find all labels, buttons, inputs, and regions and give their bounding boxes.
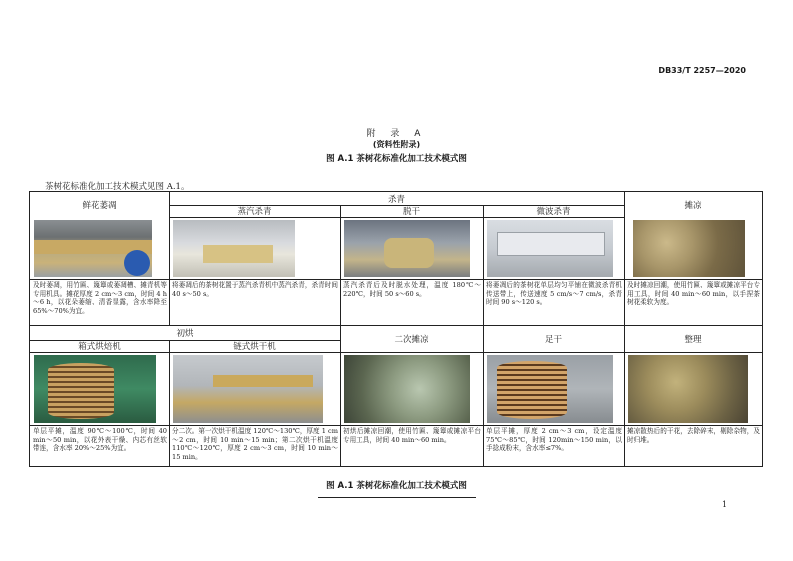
divider xyxy=(30,425,762,426)
desc-spread-cooling: 及时摊凉回潮，使用竹匾、篾簟或摊凉平台专用工具，时间 40 min～60 min，以手捏茶树花柔软为度。 xyxy=(627,281,760,307)
photo-chain-dryer xyxy=(173,355,323,423)
desc-box-dryer: 单层平摊，温度 90℃～100℃，时间 40 min～50 min，以花外表干燥、内芯有丝软带连，含水率 20%～25%为宜。 xyxy=(33,427,167,453)
appendix-type: (资料性附录) xyxy=(372,140,421,149)
intro-text: 茶树花标准化加工技术模式见图 A.1。 xyxy=(45,182,190,192)
photo-sorting xyxy=(628,355,748,423)
photo-dewater xyxy=(344,220,470,277)
photo-spread-cooling xyxy=(633,220,745,277)
appendix-label: 附 录 A xyxy=(366,129,427,139)
header-kill-group: 杀青 xyxy=(387,194,405,205)
photo-withering xyxy=(34,220,152,277)
desc-second-cooling: 初烘后摊凉回潮，使用竹匾、篾簟或摊凉平台专用工具，时间 40 min～60 min。 xyxy=(343,427,481,444)
process-table xyxy=(29,191,763,467)
header-micro-kill: 微波杀青 xyxy=(536,207,571,217)
photo-steam-kill xyxy=(173,220,295,277)
photo-box-dryer xyxy=(34,355,156,423)
header-full-dry: 足干 xyxy=(544,334,562,345)
divider xyxy=(169,340,170,466)
header-sort: 整理 xyxy=(684,334,702,345)
page-number: 1 xyxy=(722,500,728,509)
header-wither: 鲜花萎凋 xyxy=(82,200,117,211)
header-first-dry: 初烘 xyxy=(176,328,194,339)
header-spread-cool: 摊凉 xyxy=(684,200,702,211)
divider xyxy=(30,279,762,280)
figure-caption: 图 A.1 茶树花标准化加工技术模式图 xyxy=(326,481,467,491)
photo-second-cooling xyxy=(344,355,470,423)
desc-full-dry: 单层平摊，厚度 2 cm～3 cm，设定温度 75℃～85℃，时间 120min～150 min，以手捻成粉末，含水率≤7%。 xyxy=(486,427,622,453)
desc-chain-dryer: 分二次。第一次烘干机温度 120℃～130℃，厚度 1 cm～2 cm，时间 10 min～15 min；第二次烘干机温度 110℃～120℃，厚度 2 cm～3 cm，时间 10 min～15 min。 xyxy=(172,427,338,461)
figure-title: 图 A.1 茶树花标准化加工技术模式图 xyxy=(326,154,467,164)
desc-sorting: 摊凉散热后的干花，去除碎末，剔除杂物，及时归堆。 xyxy=(627,427,760,444)
divider xyxy=(30,352,762,353)
divider xyxy=(169,217,624,218)
header-box-dryer: 箱式烘焙机 xyxy=(78,342,121,352)
divider xyxy=(318,497,476,498)
photo-microwave-kill xyxy=(487,220,613,277)
header-dewater: 脱干 xyxy=(402,207,420,217)
desc-steam-kill: 将萎凋后的茶树花置于蒸汽杀青机中蒸汽杀青，杀青时间 40 s～50 s。 xyxy=(172,281,338,298)
desc-withering: 及时萎凋，用竹匾、篾簟或萎凋槽、摊青机等专用机具。摊花厚度 2 cm～3 cm，时间 4 h～6 h，以花朵萎缩、清香显露，含水率降至 65%～70%为宜。 xyxy=(33,281,167,315)
header-steam-kill: 蒸汽杀青 xyxy=(237,207,272,217)
standard-number: DB33/T 2257—2020 xyxy=(658,66,746,75)
desc-microwave-kill: 将萎凋后的茶树花单层均匀平铺在微波杀青机传送带上，传送速度 5 cm/s～7 cm/s，杀青时间 90 s～120 s。 xyxy=(486,281,622,307)
photo-full-dry xyxy=(487,355,613,423)
desc-dewater: 蒸汽杀青后及时脱水处理，温度 180℃～220℃，时间 50 s～60 s。 xyxy=(343,281,481,298)
header-second-cool: 二次摊凉 xyxy=(394,334,429,345)
header-chain-dryer: 链式烘干机 xyxy=(233,342,276,352)
